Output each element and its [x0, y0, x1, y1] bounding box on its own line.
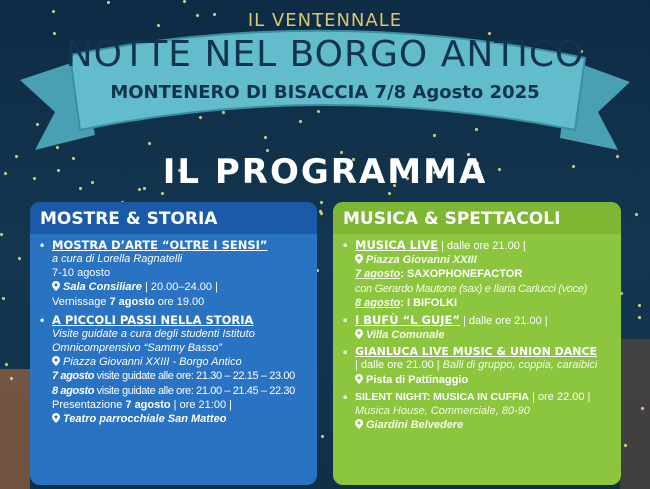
- location-pin-icon: [52, 413, 60, 423]
- event-location: Villa Comunale: [366, 329, 445, 342]
- event-location-2: Teatro parrocchiale San Matteo: [63, 413, 227, 426]
- act-name-1: : SAXOPHONEFACTOR: [400, 268, 523, 281]
- panel-header-mostre-storia: MOSTRE & STORIA: [30, 202, 317, 234]
- location-pin-icon: [355, 374, 363, 384]
- banner-top-text: IL VENTENNALE: [247, 10, 403, 31]
- presentation-label: Presentazione: [52, 398, 126, 411]
- event-mostra-arte: [38, 238, 311, 309]
- visit-times-1: visite guidate alle ore: 21.30 – 22.15 – 23.00: [94, 370, 295, 383]
- event-location: Sala Consiliare: [63, 281, 142, 294]
- event-curator: a cura di Lorella Ragnatelli: [52, 253, 183, 265]
- event-location: Pista di Pattinaggio: [366, 373, 469, 386]
- event-location: Piazza Giovanni XXIII: [366, 254, 477, 267]
- left-edge-decoration: [0, 369, 30, 489]
- vernissage-date: 7 agosto: [109, 295, 155, 308]
- event-title: MUSICA LIVE: [355, 238, 439, 252]
- banner-organizer: PRO LOCO FRENTANA: [246, 111, 404, 126]
- location-pin-icon: [52, 281, 60, 291]
- presentation-date: 7 agosto: [125, 398, 171, 411]
- event-time: | 20.00–24.00 |: [144, 281, 218, 294]
- act-date-1: 7 agosto: [355, 268, 401, 281]
- event-description: Musica House, Commerciale, 80-90: [355, 405, 530, 418]
- bullet-icon: •: [343, 345, 348, 360]
- vernissage-label: Vernissage: [52, 295, 110, 308]
- right-edge-decoration: [620, 339, 650, 489]
- event-musica-live: [341, 238, 615, 310]
- event-title: SILENT NIGHT: MUSICA IN CUFFIA: [355, 390, 530, 403]
- act-name-2: : I BIFOLKI: [400, 296, 458, 309]
- event-piccoli-passi: [38, 313, 311, 426]
- event-time: | dalle ore 21.00 |: [438, 240, 526, 252]
- act-performers: con Gerardo Mautone (sax) e Ilaria Carlucci (voce): [355, 282, 587, 295]
- bullet-icon: •: [343, 238, 348, 252]
- act-date-2: 8 agosto: [355, 296, 401, 309]
- banner-text: [0, 0, 650, 160]
- banner-subtitle: MONTENERO DI BISACCIA 7/8 Agosto 2025: [110, 82, 540, 103]
- event-time: | dalle ore 21.00 |: [355, 359, 440, 372]
- bullet-icon: •: [343, 313, 348, 328]
- visit-date-2: 8 agosto: [52, 384, 95, 397]
- location-pin-icon: [355, 254, 363, 264]
- location-pin-icon: [52, 356, 60, 366]
- programma-heading: IL PROGRAMMA: [162, 152, 488, 192]
- event-dates: 7-10 agosto: [52, 267, 111, 280]
- bullet-icon: •: [40, 238, 45, 252]
- event-title: A PICCOLI PASSI NELLA STORIA: [52, 312, 254, 327]
- visit-date-1: 7 agosto: [52, 370, 95, 383]
- event-title: MOSTRA D’ARTE “OLTRE I SENSI”: [52, 238, 268, 252]
- event-location: Giardini Belvedere: [366, 419, 464, 432]
- event-time: | ore 22.00 |: [529, 390, 591, 403]
- event-location: Piazza Giovanni XXIII - Borgo Antico: [63, 356, 242, 369]
- star-decoration: [2, 297, 5, 300]
- event-time: | dalle ore 21.00 |: [459, 315, 548, 328]
- event-title: I BUFÙ “L GUJE”: [355, 313, 460, 328]
- panel-header-musica-spettacoli: MUSICA & SPETTACOLI: [333, 202, 621, 234]
- event-description-2: Omnicomprensivo “Sammy Basso”: [52, 342, 222, 355]
- event-gianluca-live: [341, 345, 615, 386]
- visit-times-2: visite guidate alle ore: 21.00 – 21.45 – 22.30: [94, 384, 295, 397]
- bullet-icon: •: [40, 312, 45, 327]
- banner-main-title: NOTTE NEL BORGO ANTICO: [65, 34, 585, 75]
- location-pin-icon: [355, 329, 363, 339]
- event-bufu: [341, 313, 615, 342]
- musica-spettacoli-panel: [333, 202, 621, 485]
- bullet-icon: •: [343, 389, 348, 404]
- mostre-storia-panel: [30, 202, 317, 485]
- presentation-time: | ore 21:00 |: [170, 398, 232, 411]
- location-pin-icon: [355, 419, 363, 429]
- event-description: Visite guidate a cura degli studenti Istituto: [52, 327, 255, 340]
- event-description: Balli di gruppo, coppia, caraibici: [439, 359, 598, 372]
- vernissage-time: ore 19.00: [154, 295, 205, 308]
- event-silent-night: [341, 390, 615, 433]
- event-title: GIANLUCA LIVE MUSIC & UNION DANCE: [355, 345, 598, 359]
